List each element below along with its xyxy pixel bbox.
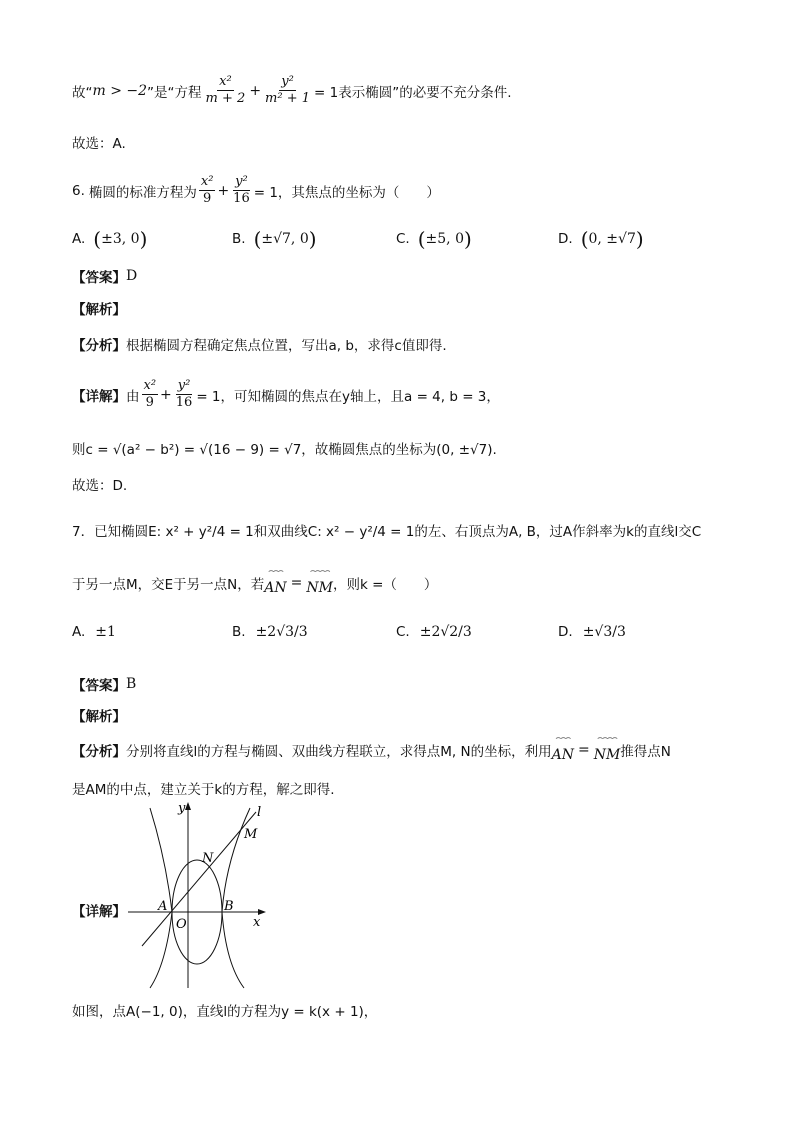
- text: 由: [126, 388, 140, 405]
- denominator: 9: [203, 191, 212, 206]
- text: ，则k =（ ）: [332, 577, 438, 593]
- equals: =: [290, 575, 303, 591]
- option-label: A.: [72, 624, 86, 640]
- q6-option-c: C. ( ±5, 0 ): [396, 227, 472, 251]
- fraction: [204, 74, 248, 107]
- fraction: [263, 74, 312, 107]
- math: m > −2: [92, 82, 148, 99]
- q6-detail: 【详解】 由 $\frac{\text{x²}}{9}$ + $\frac{\text{y²}}{16}$ = 1，可知椭圆的焦点在y轴上，且a = 4, b = 3，: [72, 378, 500, 410]
- numerator: y²: [177, 378, 191, 393]
- option-label: A.: [72, 231, 86, 247]
- q7-option-c: [396, 624, 472, 640]
- vector-an: ⌢⌢⌢ AN: [264, 566, 287, 596]
- vector-nm: ⌢⌢⌢⌢ NM: [306, 566, 333, 596]
- option-value: ±√7, 0: [261, 231, 309, 247]
- denominator: 16: [175, 395, 193, 410]
- q5-choice: 故选：A.: [72, 136, 126, 152]
- text: 故“: [72, 84, 93, 101]
- option-value: ±5, 0: [425, 231, 464, 247]
- option-label: C.: [396, 624, 410, 640]
- fraction: [174, 378, 195, 411]
- label-n: N: [202, 851, 214, 866]
- ellipse-hyperbola-figure: [120, 800, 270, 990]
- option-label: C.: [396, 231, 410, 247]
- label-y: y: [178, 801, 186, 816]
- answer-tag: 【答案】: [72, 678, 126, 694]
- label-o: O: [176, 917, 187, 932]
- q7-detail-first-line: 如图，点A(−1, 0)，直线l的方程为y = k(x + 1)，: [72, 1004, 378, 1020]
- q7-fenxi-cont: 是AM的中点，建立关于k的方程，解之即得.: [72, 782, 335, 798]
- fenxi-tag: 【分析】: [72, 744, 126, 760]
- detail-tag: 【详解】: [72, 904, 126, 920]
- text: ”是“方程: [147, 84, 202, 101]
- option-label: B.: [232, 231, 246, 247]
- answer-tag: 【答案】: [72, 270, 126, 286]
- text: 椭圆的标准方程为: [88, 184, 197, 201]
- numerator: x²: [200, 174, 214, 189]
- equals: =: [577, 742, 590, 758]
- fraction: [199, 174, 216, 207]
- numerator: y²: [281, 74, 294, 89]
- hyperbola-left-branch: [150, 808, 172, 988]
- q6-choice: 故选：D.: [72, 478, 128, 494]
- q7-stem-line1: 7．已知椭圆E: x² + y²/4 = 1和双曲线C: x² − y²/4 = 1的左、右顶点为A, B，过A作斜率为k的直线l交C: [72, 524, 702, 540]
- q6-option-a: A. ( ±3, 0 ): [72, 227, 148, 251]
- label-x: x: [253, 915, 261, 930]
- vector-label: NM: [593, 747, 621, 763]
- label-a: A: [158, 899, 168, 914]
- fenxi-text: 根据椭圆方程确定焦点位置，写出a, b，求得c值即得.: [126, 338, 447, 354]
- q7-option-d: [558, 624, 626, 640]
- fraction: [142, 378, 159, 411]
- text: = 1，可知椭圆的焦点在y轴上，且a = 4, b = 3，: [196, 388, 500, 405]
- option-value: 0, ±√7: [588, 231, 636, 247]
- analysis-tag: 【解析】: [72, 302, 126, 318]
- line-l: [142, 812, 256, 946]
- q6-fenxi: [72, 334, 447, 354]
- q6-detail-result: 则c = √(a² − b²) = √(16 − 9) = √7，故椭圆焦点的坐标为(0, ±√7).: [72, 442, 497, 458]
- numerator: x²: [143, 378, 157, 393]
- option-value: ±2√3/3: [255, 624, 308, 640]
- q6-analysis-heading: [72, 298, 126, 318]
- label-l: l: [257, 805, 262, 820]
- vector-nm: ⌢⌢⌢⌢ NM: [593, 733, 621, 763]
- q6-answer: [72, 266, 137, 286]
- option-label: B.: [232, 624, 246, 640]
- text: = 1表示椭圆”的必要不充分条件.: [314, 84, 512, 101]
- q7-option-b: [232, 624, 308, 640]
- numerator: y²: [235, 174, 248, 189]
- analysis-tag: 【解析】: [72, 709, 126, 725]
- text: 分别将直线l的方程与椭圆、双曲线方程联立，求得点M, N的坐标，利用: [126, 744, 552, 760]
- numerator: x²: [219, 74, 232, 89]
- option-value: ±√3/3: [582, 624, 626, 640]
- denominator: m + 2: [205, 91, 246, 106]
- option-value: ±3, 0: [101, 231, 140, 247]
- label-b: B: [224, 899, 234, 914]
- question-number: 6.: [72, 182, 85, 199]
- vector-label: AN: [551, 747, 574, 763]
- answer-value: B: [126, 676, 137, 692]
- y-axis-arrow: [185, 802, 191, 810]
- answer-value: D: [126, 268, 138, 284]
- detail-tag: 【详解】: [72, 388, 126, 405]
- label-m: M: [244, 827, 258, 842]
- q7-analysis-heading: [72, 705, 126, 725]
- option-value: ±1: [95, 624, 116, 640]
- fraction: [231, 174, 252, 207]
- q7-fenxi: [72, 733, 671, 763]
- vector-label: AN: [264, 580, 287, 596]
- text: 推得点N: [620, 744, 671, 760]
- option-value: ±2√2/3: [419, 624, 472, 640]
- denominator: 16: [233, 191, 250, 206]
- option-label: D.: [558, 231, 573, 247]
- denominator: 9: [145, 395, 154, 410]
- vector-an: ⌢⌢⌢ AN: [551, 733, 574, 763]
- q6-stem: 6. 椭圆的标准方程为 $\frac{\text{x²}}{9}$ + $\frac{\text{y²}}{16}$ = 1，其焦点的坐标为（ ）: [72, 174, 440, 206]
- q6-option-b: B. ( ±√7, 0 ): [232, 227, 317, 251]
- option-label: D.: [558, 624, 573, 640]
- q7-detail-heading: [72, 900, 126, 920]
- text: 于另一点M，交E于另一点N，若: [72, 577, 265, 593]
- q6-option-d: D. ( 0, ±√7 ): [558, 227, 644, 251]
- denominator: m² + 1: [265, 91, 311, 106]
- q5-conclusion: 故“ m > −2 ”是“方程 $\frac{\text{x²}}{m + 2}$ + $\frac{\text{y²}}{\text{m² + 1}}$ = 1表示椭圆”的必要不充分条件.: [72, 74, 512, 106]
- text: = 1，其焦点的坐标为（ ）: [253, 184, 440, 201]
- q7-stem-line2: [72, 566, 438, 596]
- q7-option-a: [72, 624, 116, 640]
- vector-label: NM: [306, 580, 333, 596]
- q7-answer: [72, 674, 136, 694]
- fenxi-tag: 【分析】: [72, 338, 126, 354]
